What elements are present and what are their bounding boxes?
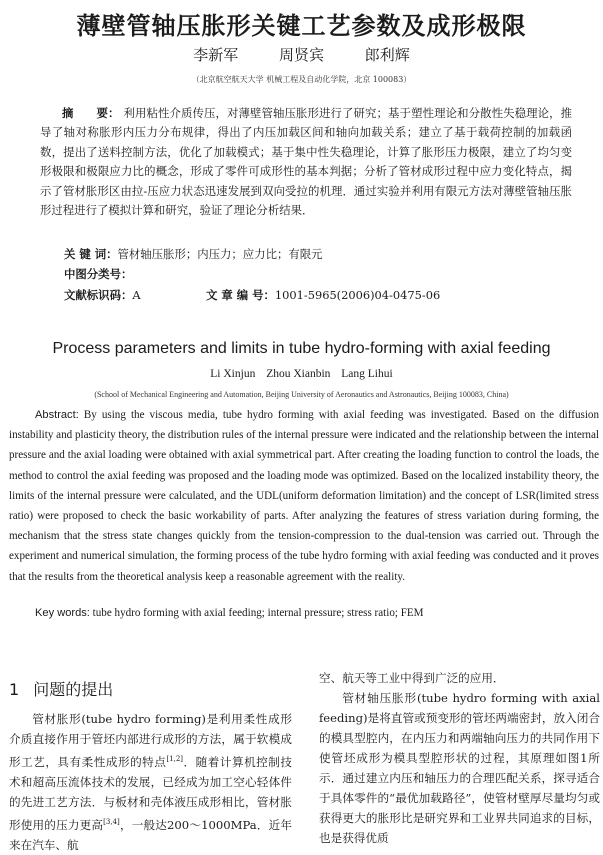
affiliation-cn: （北京航空航天大学 机械工程及自动化学院，北京 100083） — [191, 75, 412, 84]
abstract-en-text: By using the viscous media, tube hydro forming with axial feeding was investigated. Based on the diffusion instability and plasticity theory, the distribution rules of the internal pressure were indicated and the relationship between the internal pressure and the axial loading were obtained with axial symmetrical part. After creating the loading function to control the loads, the method to control the axial feeding was proposed and the loading mode was optimized. Based on the localized instability theory, the limits of the internal pressure were calculated, and the UDL(uniform deformation limitation) and the concept of LSR(limited stress ratio) were proposed to check the basic workability of parts. After analyzing the features of stress variation during forming, the mechanism that the stress state changes quickly from the tension-compression to the dual-tension was carried out. Through the experiment and numerical simulation, the forming process of the tube hydro forming with axial feeding was conducted and it proves that the results from the theoretical analysis keep a reasonable agreement with the reality. — [9, 409, 599, 583]
section-title: 问题的提出 — [33, 680, 114, 699]
paragraph-text: ，一般达200～1000MPa．近年来在汽车、航 — [9, 817, 292, 852]
paragraph-text: ．随着计算机控制技术和超高压流体技术的发展，已经成为加工空心轻体件的先进工艺方法．与板材和壳体液压成形相比，管材胀形使用的压力更高 — [9, 754, 292, 832]
abstract-cn-text: 利用粘性介质传压，对薄壁管轴压胀形进行了研究；基于塑性理论和分散性失稳理论，推导了轴对称胀形内压力分布规律，得出了内压加载区间和轴向加载关系；建立了基于载荷控制的加载函数，提出了送料控制方法，优化了加载模式；基于集中性失稳理论，计算了胀形压力极限，建立了均匀变形极限和极限应力比的概念，形成了零件可成形性的基本判据；分析了管材成形过程中应力变化特点，揭示了管材胀形区由拉-压应力状态迅速发展到双向受拉的机理．通过实验并利用有限元方法对薄壁管轴压胀形过程进行了模拟计算和研究，验证了理论分析结果． — [40, 106, 572, 218]
authors-en — [0, 368, 603, 380]
paragraph-text: 管材胀形(tube hydro forming)是利用柔性成形介质直接作用于管坯内部进行成形的方法，属于软模成形工艺，具有柔性成形的特点 — [9, 712, 292, 769]
author-en: Zhou Xianbin — [266, 368, 331, 380]
authors-cn — [0, 44, 603, 65]
paragraph: 空、航天等工业中得到广泛的应用． — [319, 671, 505, 685]
paragraph: 管材轴压胀形(tube hydro forming with axial feeding)是将直管或预变形的管坯两端密封，放入闭合的模具型腔内，在内压力和两端轴向压力的共同作用下使管坯成形为模具型腔形状的过程，其原理如图1所示．通过建立内压和轴压力的合理匹配关系，探寻适合于具体零件的“最优加载路径”，使管材壁厚尽量均匀或获得更大的胀形比是研究界和工业界共同追求的目标，也是获得优质 — [319, 691, 600, 845]
abstract-cn — [40, 104, 572, 220]
keywords-en-text: tube hydro forming with axial feeding; internal pressure; stress ratio; FEM — [89, 607, 424, 619]
section-number: 1 — [9, 680, 20, 699]
doc-code-label: 文献标识码： — [64, 288, 133, 302]
doc-code-value: A — [132, 288, 141, 302]
keywords-cn — [64, 246, 323, 262]
author-en: Li Xinjun — [210, 368, 256, 380]
paragraph — [9, 709, 292, 855]
abstract-en-label: Abstract: — [35, 409, 79, 421]
author-en: Lang Lihui — [341, 368, 393, 380]
abstract-en — [9, 405, 599, 587]
author-cn: 郎利辉 — [364, 46, 410, 64]
affiliation-en: (School of Mechanical Engineering and Automation, Beijing University of Aeronautics and Astronautics, Beijing 100083, China) — [94, 390, 509, 399]
author-cn: 周贤宾 — [278, 46, 324, 64]
citation: [1,2] — [166, 755, 184, 763]
keywords-en-label: Key words: — [35, 607, 90, 619]
doc-code — [64, 287, 141, 303]
article-number-label: 文 章 编 号： — [206, 288, 275, 302]
keywords-cn-label: 关 键 词： — [64, 247, 118, 261]
paper-title-cn: 薄壁管轴压胀形关键工艺参数及成形极限 — [76, 12, 527, 40]
section-heading — [9, 677, 113, 700]
abstract-cn-label: 摘 要： — [62, 106, 120, 120]
citation: [3,4] — [103, 817, 120, 826]
paper-title-en: Process parameters and limits in tube hydro-forming with axial feeding — [52, 340, 551, 357]
clc-label: 中图分类号： — [64, 267, 133, 281]
author-cn: 李新军 — [193, 46, 239, 64]
body-column-left — [9, 709, 292, 855]
article-number-value: 1001-5965(2006)04-0475-06 — [274, 288, 441, 302]
keywords-cn-text: 管材轴压胀形；内压力；应力比；有限元 — [117, 247, 323, 261]
clc-number — [64, 266, 132, 282]
body-column-right — [319, 668, 600, 848]
article-number — [206, 287, 440, 303]
keywords-en — [35, 607, 424, 619]
